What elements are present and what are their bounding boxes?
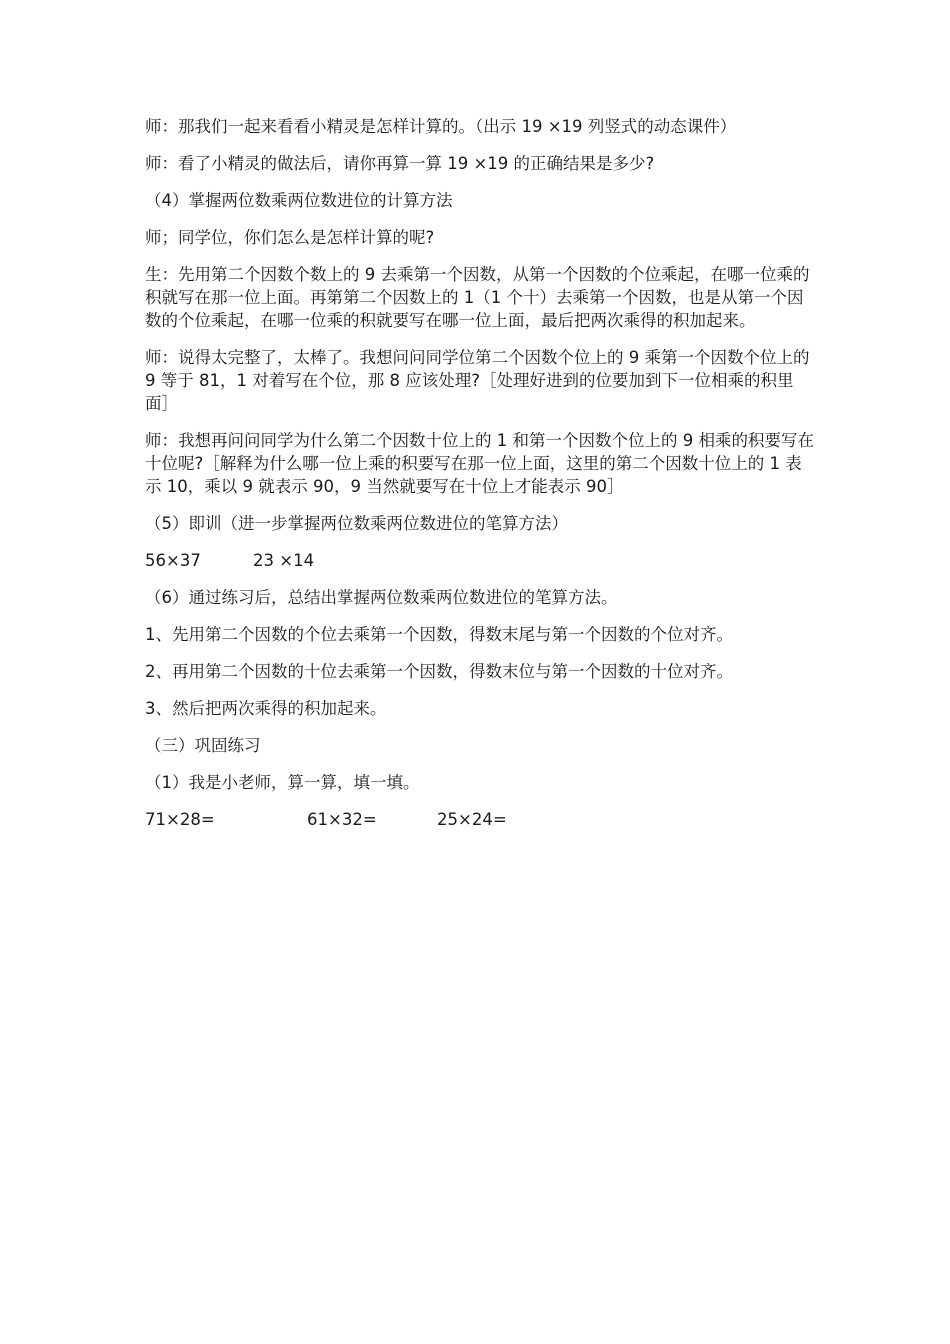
paragraph: 师：那我们一起来看看小精灵是怎样计算的。（出示 19 ×19 列竖式的动态课件） bbox=[145, 117, 737, 136]
drill-problems bbox=[145, 549, 815, 572]
method-step: 2、再用第二个因数的十位去乘第一个因数，得数末位与第一个因数的十位对齐。 bbox=[145, 662, 733, 681]
exercise-problems bbox=[145, 808, 815, 831]
drill-problem: 23 ×14 bbox=[253, 551, 315, 570]
drill-problem: 56×37 bbox=[145, 551, 201, 570]
section-heading: （5）即训（进一步掌握两位数乘两位数进位的笔算方法） bbox=[145, 514, 568, 533]
document-body bbox=[145, 115, 815, 845]
method-step: 1、先用第二个因数的个位去乘第一个因数，得数末尾与第一个因数的个位对齐。 bbox=[145, 625, 733, 644]
paragraph: 师：我想再问问同学为什么第二个因数十位上的 1 和第一个因数个位上的 9 相乘的积要写在十位呢?［解释为什么哪一位上乘的积要写在那一位上面，这里的第二个因数十位上的 1 表示 10，乘以 9 就表示 90，9 当然就要写在十位上才能表示 90］ bbox=[145, 431, 814, 496]
exercise-instruction: （1）我是小老师，算一算，填一填。 bbox=[145, 773, 420, 792]
exercise-problem: 25×24= bbox=[437, 810, 507, 829]
section-heading: （6）通过练习后，总结出掌握两位数乘两位数进位的笔算方法。 bbox=[145, 588, 618, 607]
exercise-problem: 71×28= bbox=[145, 810, 215, 829]
method-step: 3、然后把两次乘得的积加起来。 bbox=[145, 699, 387, 718]
exercise-problem: 61×32= bbox=[307, 810, 377, 829]
paragraph: 师：说得太完整了，太棒了。我想问问同学位第二个因数个位上的 9 乘第一个因数个位上的 9 等于 81，1 对着写在个位，那 8 应该处理?［处理好进到的位要加到下一位相乘的积里面］ bbox=[145, 348, 815, 413]
section-heading: （三）巩固练习 bbox=[145, 736, 261, 755]
paragraph: 生：先用第二个因数个数上的 9 去乘第一个因数，从第一个因数的个位乘起，在哪一位乘的积就写在那一位上面。再第第二个因数上的 1（1 个十）去乘第一个因数，也是从第一个因数的个位乘起，在哪一位乘的积就要写在哪一位上面，最后把两次乘得的积加起来。 bbox=[145, 265, 810, 330]
paragraph: 师；同学位，你们怎么是怎样计算的呢? bbox=[145, 228, 435, 247]
paragraph: 师：看了小精灵的做法后，请你再算一算 19 ×19 的正确结果是多少? bbox=[145, 154, 655, 173]
section-heading: （4）掌握两位数乘两位数进位的计算方法 bbox=[145, 191, 453, 210]
